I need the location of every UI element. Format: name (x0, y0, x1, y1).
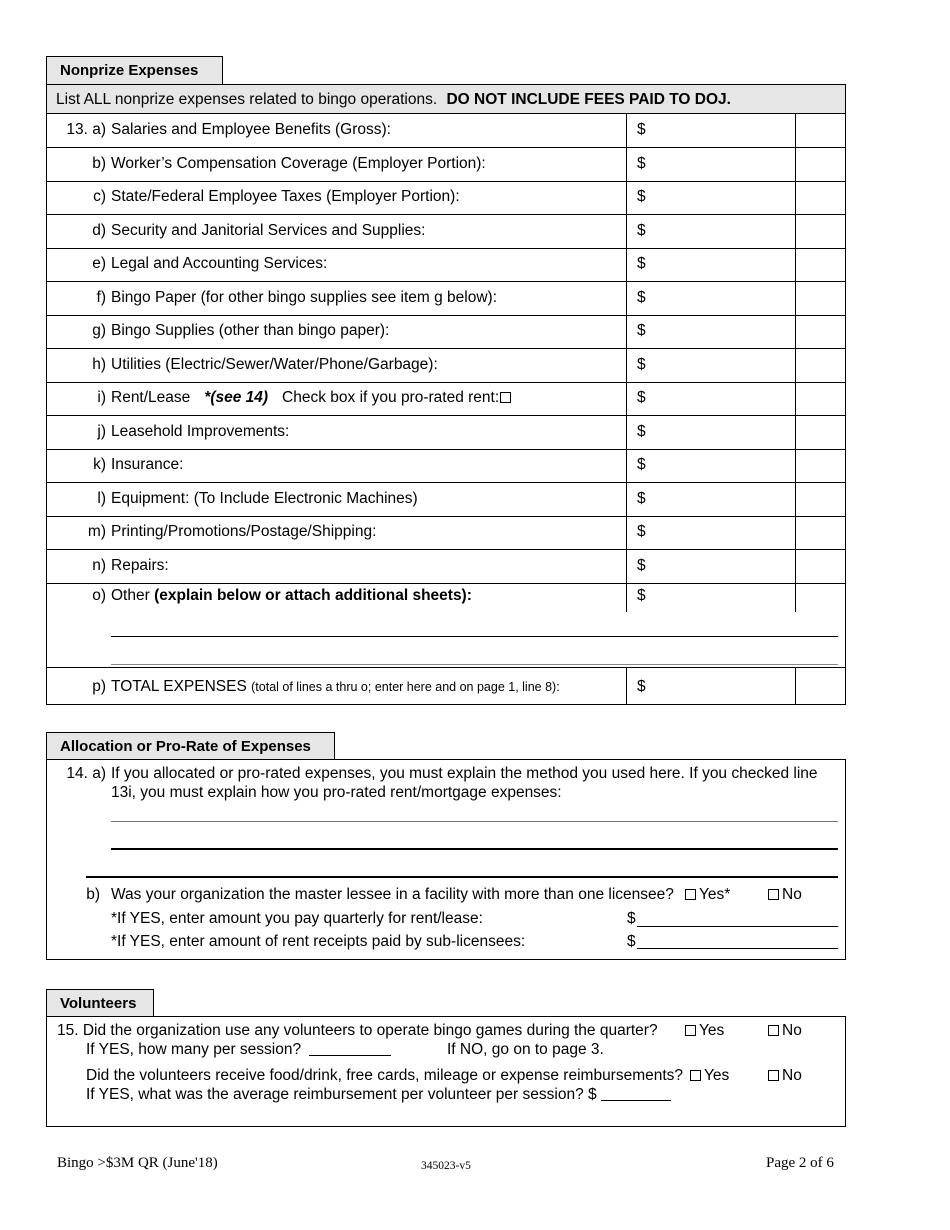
expense-row-description (111, 222, 425, 240)
volunteers-section-tab (46, 989, 154, 1017)
expense-row-label: f) (96, 289, 106, 306)
expense-row-label: m) (87, 523, 106, 540)
allocation-a-line2: 13i, you must explain how you pro-rated rent/mortgage expenses: (111, 784, 562, 801)
dollar-sign: $ (627, 933, 636, 950)
expense-row-text: Printing/Promotions/Postage/Shipping: (111, 523, 377, 540)
footer-page-number: Page 2 of 6 (766, 1155, 834, 1171)
expense-row-other (46, 579, 846, 668)
expense-cents-field[interactable] (795, 349, 846, 382)
expense-cents-field[interactable] (795, 248, 846, 281)
allocation-b-yes-label: Yes* (699, 886, 731, 903)
allocation-explain-line-2[interactable] (111, 848, 838, 850)
expense-other-label: o) (92, 587, 106, 604)
expense-row (46, 248, 846, 282)
expense-row (46, 449, 846, 483)
expense-row-text: Rent/Lease (111, 389, 191, 406)
expense-amount-field[interactable] (626, 382, 796, 415)
expense-cents-field[interactable] (795, 181, 846, 214)
expense-other-note: (explain below or attach additional sheets): (154, 587, 472, 604)
allocation-b-label: b) (86, 886, 100, 903)
expense-row (46, 382, 846, 416)
expense-cents-field[interactable] (795, 148, 846, 181)
expense-row-description (111, 389, 514, 407)
volunteers-q1-sub-b: If NO, go on to page 3. (447, 1041, 604, 1058)
allocation-section-tab (46, 732, 335, 760)
expense-amount-field[interactable] (626, 416, 796, 449)
allocation-a-line1: If you allocated or pro-rated expenses, you must explain the method you used here. If you checked line (111, 765, 818, 782)
nonprize-instruction-warning: DO NOT INCLUDE FEES PAID TO DOJ. (446, 91, 731, 108)
allocation-explain-line-1[interactable] (111, 821, 838, 822)
expense-row-description (111, 423, 289, 441)
expense-row-description (111, 523, 376, 541)
dollar-sign: $ (637, 389, 646, 406)
footer-form-name: Bingo >$3M QR (June'18) (57, 1155, 218, 1171)
volunteers-per-session-field[interactable] (309, 1055, 391, 1056)
volunteers-q1: 15. Did the organization use any volunteers to operate bingo games during the quarter? (57, 1022, 658, 1039)
nonprize-instruction-row (47, 85, 845, 114)
expense-row-label: e) (92, 255, 106, 272)
volunteers-top-border (154, 1016, 846, 1017)
expense-row-description (111, 155, 486, 173)
dollar-sign: $ (637, 121, 646, 138)
expense-row (46, 114, 846, 148)
other-explain-line-2[interactable] (111, 664, 838, 665)
expense-row-text: State/Federal Employee Taxes (Employer Portion): (111, 188, 460, 205)
expense-row-text: Insurance: (111, 456, 184, 473)
quarterly-rent-amount-field[interactable] (637, 926, 838, 927)
expense-amount-field[interactable] (626, 148, 796, 181)
expense-row (46, 181, 846, 215)
expense-row-label: k) (93, 456, 106, 473)
dollar-sign: $ (637, 255, 646, 272)
allocation-a-label: 14. a) (66, 765, 106, 782)
expense-row-text: Salaries and Employee Benefits (Gross): (111, 121, 391, 138)
dollar-sign: $ (627, 910, 636, 927)
expense-cents-field[interactable] (795, 215, 846, 248)
rent-prorate-text: Check box if you pro-rated rent: (282, 389, 500, 406)
expense-row (46, 416, 846, 450)
expense-amount-field[interactable] (626, 215, 796, 248)
dollar-sign: $ (637, 322, 646, 339)
expense-other-amount-field[interactable] (626, 579, 797, 612)
volunteers-q2-no-checkbox[interactable] (768, 1070, 779, 1081)
expense-row-label: i) (97, 389, 106, 406)
expense-cents-field[interactable] (795, 114, 846, 147)
volunteers-section-title: Volunteers (60, 994, 137, 1012)
expense-cents-field[interactable] (795, 416, 846, 449)
expense-amount-field[interactable] (626, 449, 796, 482)
expense-total-text: TOTAL EXPENSES (111, 678, 247, 695)
volunteers-q1-yes-label: Yes (699, 1022, 725, 1039)
nonprize-instruction: List ALL nonprize expenses related to bingo operations. (56, 91, 438, 108)
expense-amount-field[interactable] (626, 248, 796, 281)
allocation-section-title: Allocation or Pro-Rate of Expenses (60, 737, 311, 755)
volunteers-q2-sub: If YES, what was the average reimbursement per volunteer per session? $ (86, 1086, 597, 1103)
dollar-sign: $ (637, 490, 646, 507)
volunteers-reimbursement-field[interactable] (601, 1100, 671, 1101)
expense-row-label: 13. a) (66, 121, 106, 138)
rent-see-note: *(see 14) (204, 389, 269, 406)
expense-total-amount-field[interactable] (626, 668, 797, 704)
expense-row-label: l) (97, 490, 106, 507)
expense-row-label: d) (92, 222, 106, 239)
dollar-sign: $ (637, 423, 646, 440)
expense-amount-field[interactable] (626, 516, 796, 549)
expense-row (46, 215, 846, 249)
expense-row-label: c) (93, 188, 106, 205)
volunteers-q2-no-label: No (782, 1067, 802, 1084)
expense-row-total (46, 668, 846, 705)
volunteers-q2: Did the volunteers receive food/drink, free cards, mileage or expense reimbursements? (86, 1067, 684, 1084)
expense-amount-field[interactable] (626, 315, 796, 348)
dollar-sign: $ (637, 155, 646, 172)
expense-row (46, 349, 846, 383)
allocation-explain-line-3[interactable] (86, 876, 838, 878)
expense-total-note: (total of lines a thru o; enter here and on page 1, line 8): (251, 680, 560, 694)
expense-row (46, 315, 846, 349)
expense-cents-field[interactable] (795, 382, 846, 415)
expense-row-description (111, 356, 438, 374)
expense-cents-field[interactable] (795, 483, 846, 516)
expense-row-label: n) (92, 557, 106, 574)
expense-row-description (111, 456, 183, 474)
dollar-sign: $ (637, 289, 646, 306)
sublicensee-rent-amount-field[interactable] (637, 948, 838, 949)
expense-row-text: Repairs: (111, 557, 169, 574)
expense-row-label: j) (97, 423, 106, 440)
expense-row-text: Bingo Paper (for other bingo supplies see item g below): (111, 289, 497, 306)
dollar-sign: $ (637, 587, 646, 604)
dollar-sign: $ (637, 356, 646, 373)
volunteers-q1-yes-checkbox[interactable] (685, 1025, 696, 1036)
expense-row-description (111, 557, 169, 575)
expense-row (46, 516, 846, 550)
allocation-b-sub2: *If YES, enter amount of rent receipts paid by sub-licensees: (111, 933, 526, 950)
expense-row-label: b) (92, 155, 106, 172)
expense-row-description (111, 255, 327, 273)
expense-row-label: h) (92, 356, 106, 373)
volunteers-q2-yes-checkbox[interactable] (690, 1070, 701, 1081)
expense-row (46, 483, 846, 517)
other-explain-line-1[interactable] (111, 636, 838, 637)
expense-cents-field[interactable] (795, 282, 846, 315)
allocation-top-border (335, 759, 846, 760)
nonprize-section-title: Nonprize Expenses (60, 62, 199, 79)
volunteers-q2-yes-label: Yes (704, 1067, 730, 1084)
expense-amount-field[interactable] (626, 282, 796, 315)
dollar-sign: $ (637, 188, 646, 205)
dollar-sign: $ (637, 678, 646, 695)
expense-other-text: Other (111, 587, 150, 604)
nonprize-section-tab (46, 56, 223, 85)
expense-row-text: Equipment: (To Include Electronic Machines) (111, 490, 418, 507)
expense-row-description (111, 289, 497, 307)
volunteers-q1-no-label: No (782, 1022, 802, 1039)
allocation-b-no-label: No (782, 886, 802, 903)
expense-total-label: p) (92, 678, 106, 695)
expense-row-text: Utilities (Electric/Sewer/Water/Phone/Garbage): (111, 356, 438, 373)
expense-row-description (111, 121, 391, 139)
expense-amount-field[interactable] (626, 349, 796, 382)
expense-other-cents-field[interactable] (795, 579, 847, 612)
expense-row-text: Bingo Supplies (other than bingo paper): (111, 322, 390, 339)
dollar-sign: $ (637, 523, 646, 540)
expense-total-cents-field[interactable] (795, 668, 847, 704)
expense-row-text: Worker’s Compensation Coverage (Employer Portion): (111, 155, 486, 172)
volunteers-q1-no-checkbox[interactable] (768, 1025, 779, 1036)
expense-row (46, 148, 846, 182)
dollar-sign: $ (637, 222, 646, 239)
allocation-b-yes-checkbox[interactable] (685, 889, 696, 900)
expense-row-text: Leasehold Improvements: (111, 423, 290, 440)
expense-row-description (111, 322, 389, 340)
expense-amount-field[interactable] (626, 181, 796, 214)
expense-row-label: g) (92, 322, 106, 339)
expense-cents-field[interactable] (795, 516, 846, 549)
allocation-b-question: Was your organization the master lessee in a facility with more than one licensee? (111, 886, 674, 903)
expense-cents-field[interactable] (795, 449, 846, 482)
allocation-b-no-checkbox[interactable] (768, 889, 779, 900)
expense-row (46, 282, 846, 316)
dollar-sign: $ (637, 557, 646, 574)
allocation-b-sub1: *If YES, enter amount you pay quarterly for rent/lease: (111, 910, 483, 927)
expense-row-text: Legal and Accounting Services: (111, 255, 328, 272)
rent-prorate-checkbox[interactable] (500, 392, 511, 403)
volunteers-q1-sub-a: If YES, how many per session? (86, 1041, 302, 1058)
expense-row-description (111, 188, 460, 206)
expense-row-text: Security and Janitorial Services and Supplies: (111, 222, 426, 239)
footer-form-id: 345023-v5 (421, 1160, 471, 1172)
expense-cents-field[interactable] (795, 315, 846, 348)
expense-amount-field[interactable] (626, 483, 796, 516)
dollar-sign: $ (637, 456, 646, 473)
expense-row-description (111, 490, 418, 508)
expense-amount-field[interactable] (626, 114, 796, 147)
